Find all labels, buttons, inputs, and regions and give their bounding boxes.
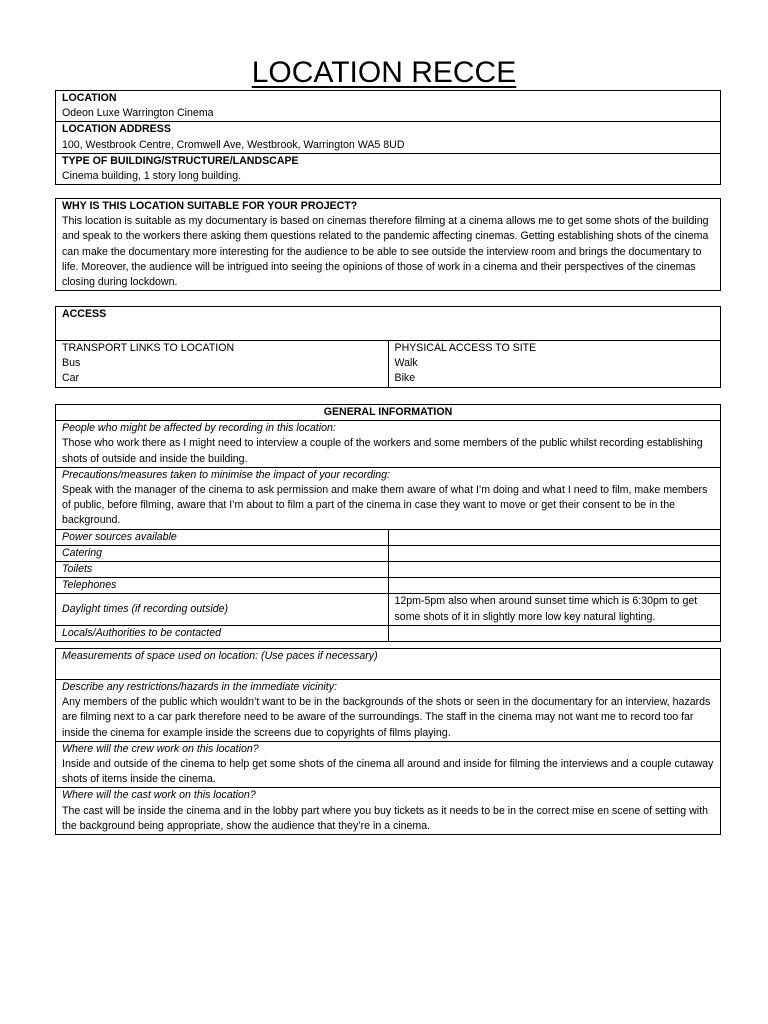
suitability-label: WHY IS THIS LOCATION SUITABLE FOR YOUR PROJECT? xyxy=(62,200,358,212)
daylight-times-value: 12pm-5pm also when around sunset time which is 6:30pm to get some shots of it in slightly more low key natural lighting. xyxy=(388,594,721,625)
catering-label: Catering xyxy=(56,545,389,561)
toilets-label: Toilets xyxy=(56,562,389,578)
telephones-label: Telephones xyxy=(56,578,389,594)
precautions-cell xyxy=(56,467,721,529)
catering-value xyxy=(388,545,721,561)
precautions-text: Speak with the manager of the cinema to ask permission and make them aware of what I’m doing and what I need to film, make members of public, before filming, aware that I’m about to film a part of the cinema in case they want to move or get their consent to be in the background. xyxy=(62,484,708,527)
crew-work-label: Where will the crew work on this location? xyxy=(62,742,259,755)
address-value: 100, Westbrook Centre, Cromwell Ave, Westbrook, Warrington WA5 8UD xyxy=(62,138,405,151)
toilets-value xyxy=(388,562,721,578)
building-type-cell xyxy=(56,153,721,184)
daylight-times-label: Daylight times (if recording outside) xyxy=(56,594,389,625)
physical-access-item: Bike xyxy=(394,372,416,385)
cast-work-cell xyxy=(56,788,721,835)
general-info-table xyxy=(55,404,721,642)
building-type-label: TYPE OF BUILDING/STRUCTURE/LANDSCAPE xyxy=(62,154,299,167)
cast-work-label: Where will the cast work on this location? xyxy=(62,789,256,802)
precautions-label: Precautions/measures taken to minimise the impact of your recording: xyxy=(62,468,390,481)
space-table xyxy=(55,648,721,835)
power-sources-label: Power sources available xyxy=(56,529,389,545)
location-label: LOCATION xyxy=(62,92,117,104)
suitability-cell xyxy=(56,199,721,291)
crew-work-cell xyxy=(56,741,721,788)
people-affected-cell xyxy=(56,421,721,468)
people-affected-text: Those who work there as I might need to interview a couple of the workers and some members of the public whilst recording establishing shots of outside and inside the building. xyxy=(62,437,703,465)
restrictions-text: Any members of the public which wouldn’t want to be in the backgrounds of the shots or seen in the documentary for an interview, hazards are filming next to a car park therefore need to be aware of the surroundings. The staff in the cinema may not want me to record too far inside the cinema for example inside the screens due to copyrights of films playing. xyxy=(62,696,711,739)
physical-access-label: PHYSICAL ACCESS TO SITE xyxy=(394,342,537,354)
transport-cell xyxy=(56,341,389,388)
suitability-text: This location is suitable as my documentary is based on cinemas therefore filming at a cinema allows me to get some shots of the building and speak to the workers there asking them questions related to the pandemic affecting cinemas. Getting establishing shots of the cinema can make the documentary more interesting for the audience to be able to see outside the interview room and brings the documentary to life. Moreover, the audience will be intrigued into seeing the opinions of those of work in a cinema and their perspectives of the cinemas closing during lockdown. xyxy=(62,215,709,289)
physical-access-cell xyxy=(388,341,721,388)
restrictions-cell xyxy=(56,680,721,742)
physical-access-item: Walk xyxy=(394,357,418,370)
measurements-cell xyxy=(56,649,721,680)
page-title: LOCATION RECCE xyxy=(251,56,517,89)
transport-label: TRANSPORT LINKS TO LOCATION xyxy=(62,342,235,354)
crew-work-text: Inside and outside of the cinema to help get some shots of the cinema all around and inside for filming the interviews and a couple cutaway shots of items inside the cinema. xyxy=(62,758,714,786)
location-table xyxy=(55,90,721,185)
access-label: ACCESS xyxy=(62,308,107,320)
cast-work-text: The cast will be inside the cinema and in the lobby part where you buy tickets as it needs to be in the correct mise en scene of setting with the background being appropriate, show the audience that they’re in a cinema. xyxy=(62,804,708,832)
locals-authorities-value xyxy=(388,625,721,641)
transport-item: Car xyxy=(62,372,80,385)
telephones-value xyxy=(388,578,721,594)
access-table xyxy=(55,306,721,388)
address-label: LOCATION ADDRESS xyxy=(62,123,171,136)
suitability-table xyxy=(55,198,721,291)
address-cell xyxy=(56,122,721,153)
access-header-cell xyxy=(56,307,721,341)
transport-item: Bus xyxy=(62,357,81,370)
people-affected-label: People who might be affected by recording in this location: xyxy=(62,422,336,435)
restrictions-label: Describe any restrictions/hazards in the immediate vicinity: xyxy=(62,681,337,693)
building-type-value: Cinema building, 1 story long building. xyxy=(62,170,242,183)
general-info-header: GENERAL INFORMATION xyxy=(56,405,721,421)
power-sources-value xyxy=(388,529,721,545)
location-value: Odeon Luxe Warrington Cinema xyxy=(62,107,214,120)
location-cell xyxy=(56,91,721,122)
locals-authorities-label: Locals/Authorities to be contacted xyxy=(56,625,389,641)
measurements-label: Measurements of space used on location: (Use paces if necessary) xyxy=(62,650,378,662)
